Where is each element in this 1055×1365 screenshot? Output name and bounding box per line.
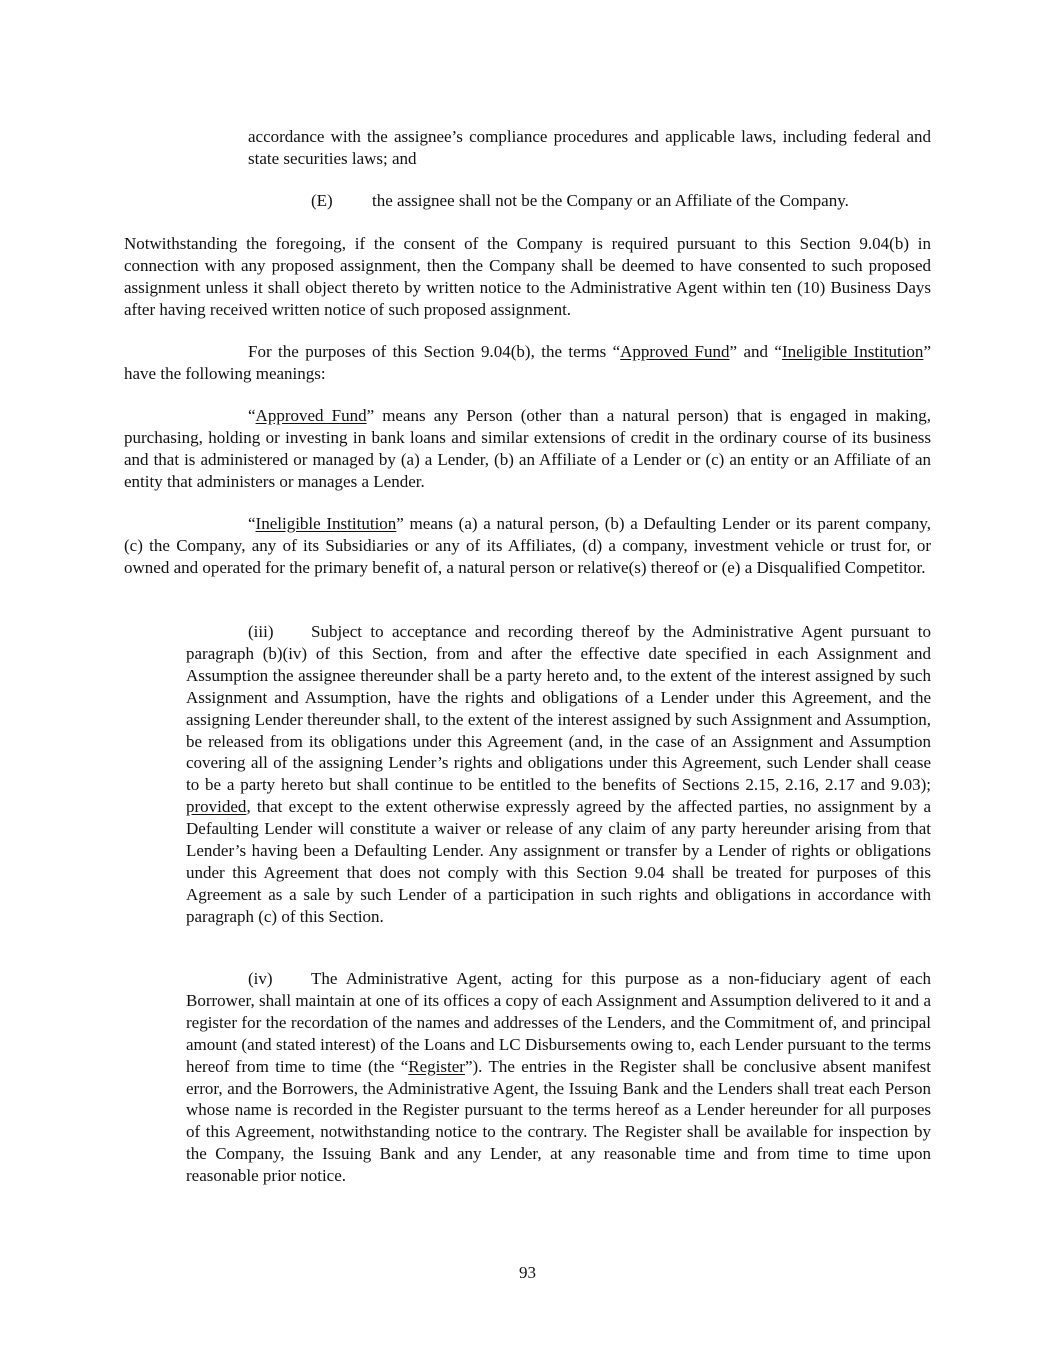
text-span: ” means any Person (other than a natural person) that is engaged in making, purchasing, holding or investing in bank loans and similar extensions of credit in the ordinary course of its business and that is administered or managed by (a) a Lender, (b) an Affiliate of a Lender or (c) an entity or an Affiliate of an entity that administers or manages a Lender.: [124, 406, 931, 491]
defined-term: Register: [408, 1056, 465, 1076]
text-span: ” means (a) a natural person, (b) a Defaulting Lender or its parent company, (c) the Company, any of its Subsidiaries or any of its Affiliates, (d) a company, investment vehicle or trust for, or owned and operated for the primary benefit of, a natural person or relative(s) thereof or (e) a Disqualified Competitor.: [124, 514, 931, 577]
definition-ineligible-institution: [124, 513, 931, 579]
definition-approved-fund: [124, 405, 931, 493]
text-span: For the purposes of this Section 9.04(b), the terms “: [248, 342, 621, 361]
defined-term: Ineligible Institution: [255, 514, 397, 533]
paragraph-marker: (iv): [248, 969, 273, 988]
list-item-text: the assignee shall not be the Company or an Affiliate of the Company.: [372, 191, 849, 210]
paragraph-marker: (iii): [248, 622, 274, 641]
page-number: 93: [519, 1263, 536, 1282]
paragraph-iii: [186, 621, 931, 928]
text-span: “: [248, 406, 256, 425]
text-span: Subject to acceptance and recording thereof by the Administrative Agent pursuant to paragraph (b)(iv) of this Section, from and after the effective date specified in each Assignment and Assumption the assignee thereunder shall be a party hereto and, to the extent of the interest assigned by such Assignment and Assumption, have the rights and obligations of a Lender under this Agreement, and the assigning Lender thereunder shall, to the extent of the interest assigned by such Assignment and Assumption, be released from its obligations under this Agreement (and, in the case of an Assignment and Assumption covering all of the assigning Lender’s rights and obligations under this Agreement, such Lender shall cease to be a party hereto but shall continue to be entitled to the benefits of Sections 2.15, 2.16, 2.17 and 9.03);: [186, 622, 931, 795]
text-span: ” have the following meanings:: [124, 342, 931, 383]
paragraph-iv: [186, 968, 931, 1187]
defined-term: Approved Fund: [255, 406, 367, 425]
text-span: “: [248, 514, 256, 533]
text-span: ”). The entries in the Register shall be conclusive absent manifest error, and the Borrowers, the Administrative Agent, the Issuing Bank and the Lenders shall treat each Person whose name is recorded in the Register pursuant to the terms hereof as a Lender hereunder for all purposes of this Agreement, notwithstanding notice to the contrary. The Register shall be available for inspection by the Company, the Issuing Bank and any Lender, at any reasonable time and from time to time upon reasonable prior notice.: [186, 1056, 931, 1186]
notwithstanding-paragraph: Notwithstanding the foregoing, if the consent of the Company is required pursuant to this Section 9.04(b) in connection with any proposed assignment, then the Company shall be deemed to have consented to such proposed assignment unless it shall object thereto by written notice to the Administrative Agent within ten (10) Business Days after having received written notice of such proposed assignment.: [124, 234, 931, 319]
text-span: , that except to the extent otherwise expressly agreed by the affected parties, no assignment by a Defaulting Lender will constitute a waiver or release of any claim of any party hereunder arising from that Lender’s having been a Defaulting Lender. Any assignment or transfer by a Lender of rights or obligations under this Agreement that does not comply with this Section 9.04 shall be treated for purposes of this Agreement as a sale by such Lender of a participation in such rights and obligations in accordance with paragraph (c) of this Section.: [186, 797, 931, 926]
purposes-paragraph: [124, 341, 931, 385]
continuation-paragraph: accordance with the assignee’s compliance procedures and applicable laws, including federal and state securities laws; and: [248, 127, 931, 168]
defined-term: provided: [186, 797, 247, 817]
list-marker: (E): [311, 191, 333, 210]
text-span: ” and “: [729, 342, 782, 361]
defined-term: Approved Fund: [620, 342, 730, 361]
list-item-e: [311, 190, 931, 212]
defined-term: Ineligible Institution: [781, 342, 924, 361]
text-span: The Administrative Agent, acting for this purpose as a non-fiduciary agent of each Borrower, shall maintain at one of its offices a copy of each Assignment and Assumption delivered to it and a register for the recordation of the names and addresses of the Lenders, and the Commitment of, and principal amount (and stated interest) of the Loans and LC Disbursements owing to, each Lender pursuant to the terms hereof from time to time (the “: [186, 969, 931, 1076]
